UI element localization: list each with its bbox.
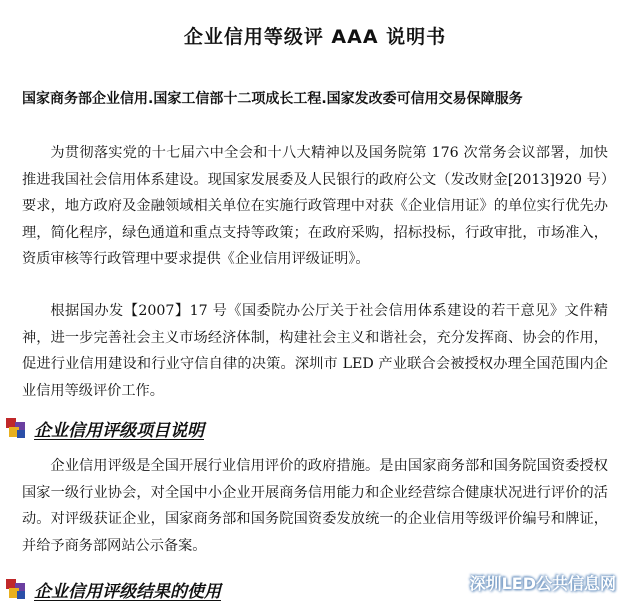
- section-title: 企业信用评级项目说明: [34, 420, 204, 441]
- document-title: 企业信用等级评 AAA 说明书: [183, 26, 447, 48]
- section-title: 企业信用评级结果的使用: [34, 581, 221, 602]
- watermark: 深圳LED公共信息网: [469, 574, 616, 593]
- paragraph-project-description: 企业信用评级是全国开展行业信用评价的政府措施。是由国家商务部和国务院国资委授权国家一级行业协会，对全国中小企业开展商务信用能力和企业经营综合健康状况进行评价的活动。对评级获证企业，国家商务部和国务院国资委发放统一的企业信用等级评价编号和牌证，并给予商务部网站公示备案。: [22, 458, 608, 554]
- colored-blocks-icon: [6, 418, 26, 438]
- colored-blocks-icon: [6, 579, 26, 599]
- paragraph-basis: 根据国办发【2007】17 号《国委院办公厅关于社会信用体系建设的若干意见》文件精神，进一步完善社会主义市场经济体制，构建社会主义和谐社会，充分发挥商、协会的作用，促进行业信用建设和行业守信自律的决策。深圳市 LED 产业联合会被授权办理全国范围内企业信用等级评价工作。: [22, 303, 608, 399]
- section-heading-project: [6, 414, 204, 442]
- section-heading-usage: [6, 575, 221, 603]
- paragraph-intro: 为贯彻落实党的十七届六中全会和十八大精神以及国务院第 176 次常务会议部署，加快推进我国社会信用体系建设。现国家发展委及人民银行的政府公文（发改财金[2013]920 号）要求，地方政府及金融领域相关单位在实施行政管理中对获《企业信用证》的单位实行优先办理，简化程序，绿色通道和重点支持等政策；在政府采购，招标投标，行政审批，市场准入，资质审核等行政管理中要求提供《企业信用评级证明》。: [22, 145, 608, 267]
- document-subtitle: 国家商务部企业信用.国家工信部十二项成长工程.国家发改委可信用交易保障服务: [22, 91, 523, 107]
